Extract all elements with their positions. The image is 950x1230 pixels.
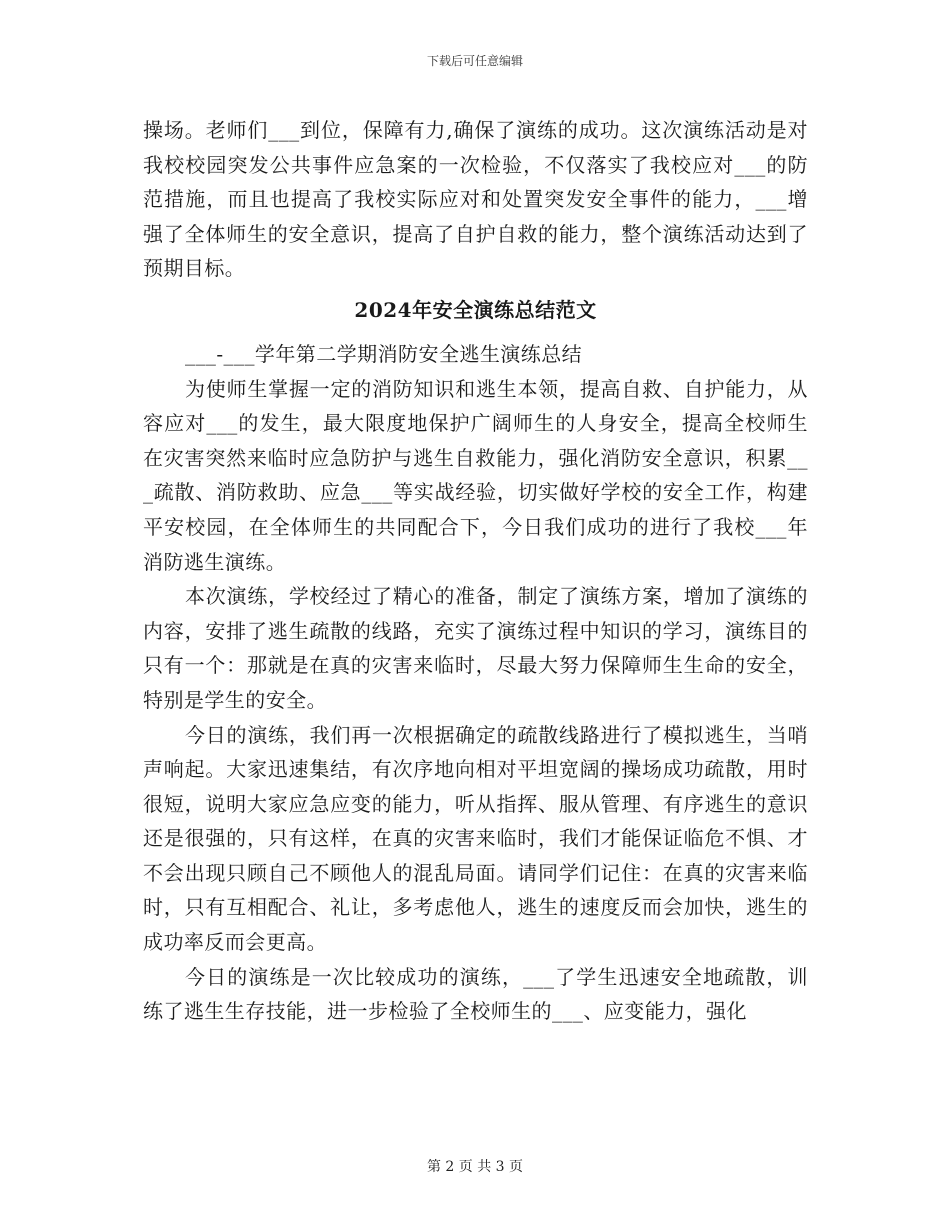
intro-paragraph: 操场。老师们___到位，保障有力,确保了演练的成功。这次演练活动是对我校校园突发公共事件应急案的一次检验，不仅落实了我校应对___的防范措施，而且也提高了我校实际应对和处置突发安全事件的能力，___增强了全体师生的安全意识，提高了自护自救的能力，整个演练活动达到了预期目标。 <box>143 118 808 281</box>
document-subtitle: ___-___学年第二学期消防安全逃生演练总结 <box>185 341 583 366</box>
document-title: 2024年安全演练总结范文 <box>354 297 597 322</box>
body-paragraph-2: 本次演练，学校经过了精心的准备，制定了演练方案，增加了演练的内容，安排了逃生疏散的线路，充实了演练过程中知识的学习，演练目的只有一个：那就是在真的灾害来临时，尽最大努力保障师生生命的安全，特别是学生的安全。 <box>143 584 808 712</box>
body-paragraph-1: 为使师生掌握一定的消防知识和逃生本领，提高自救、自护能力，从容应对___的发生，最大限度地保护广阔师生的人身安全，提高全校师生在灾害突然来临时应急防护与逃生自救能力，强化消防安全意识，积累___疏散、消防救助、应急___等实战经验，切实做好学校的安全工作，构建平安校园，在全体师生的共同配合下，今日我们成功的进行了我校___年消防逃生演练。 <box>143 376 808 574</box>
header-note: 下载后可任意编辑 <box>426 54 523 68</box>
page-indicator: 第 2 页 共 3 页 <box>426 1159 524 1175</box>
body-paragraph-4: 今日的演练是一次比较成功的演练，___了学生迅速安全地疏散，训练了逃生生存技能，进一步检验了全校师生的___、应变能力，强化 <box>143 964 808 1024</box>
body-paragraph-3: 今日的演练，我们再一次根据确定的疏散线路进行了模拟逃生，当哨声响起。大家迅速集结，有次序地向相对平坦宽阔的操场成功疏散，用时很短，说明大家应急应变的能力，听从指挥、服从管理、有序逃生的意识还是很强的，只有这样，在真的灾害来临时，我们才能保证临危不惧、才不会出现只顾自己不顾他人的混乱局面。请同学们记住：在真的灾害来临时，只有互相配合、礼让，多考虑他人，逃生的速度反而会加快，逃生的成功率反而会更高。 <box>143 722 808 955</box>
document-body <box>143 113 808 1029</box>
